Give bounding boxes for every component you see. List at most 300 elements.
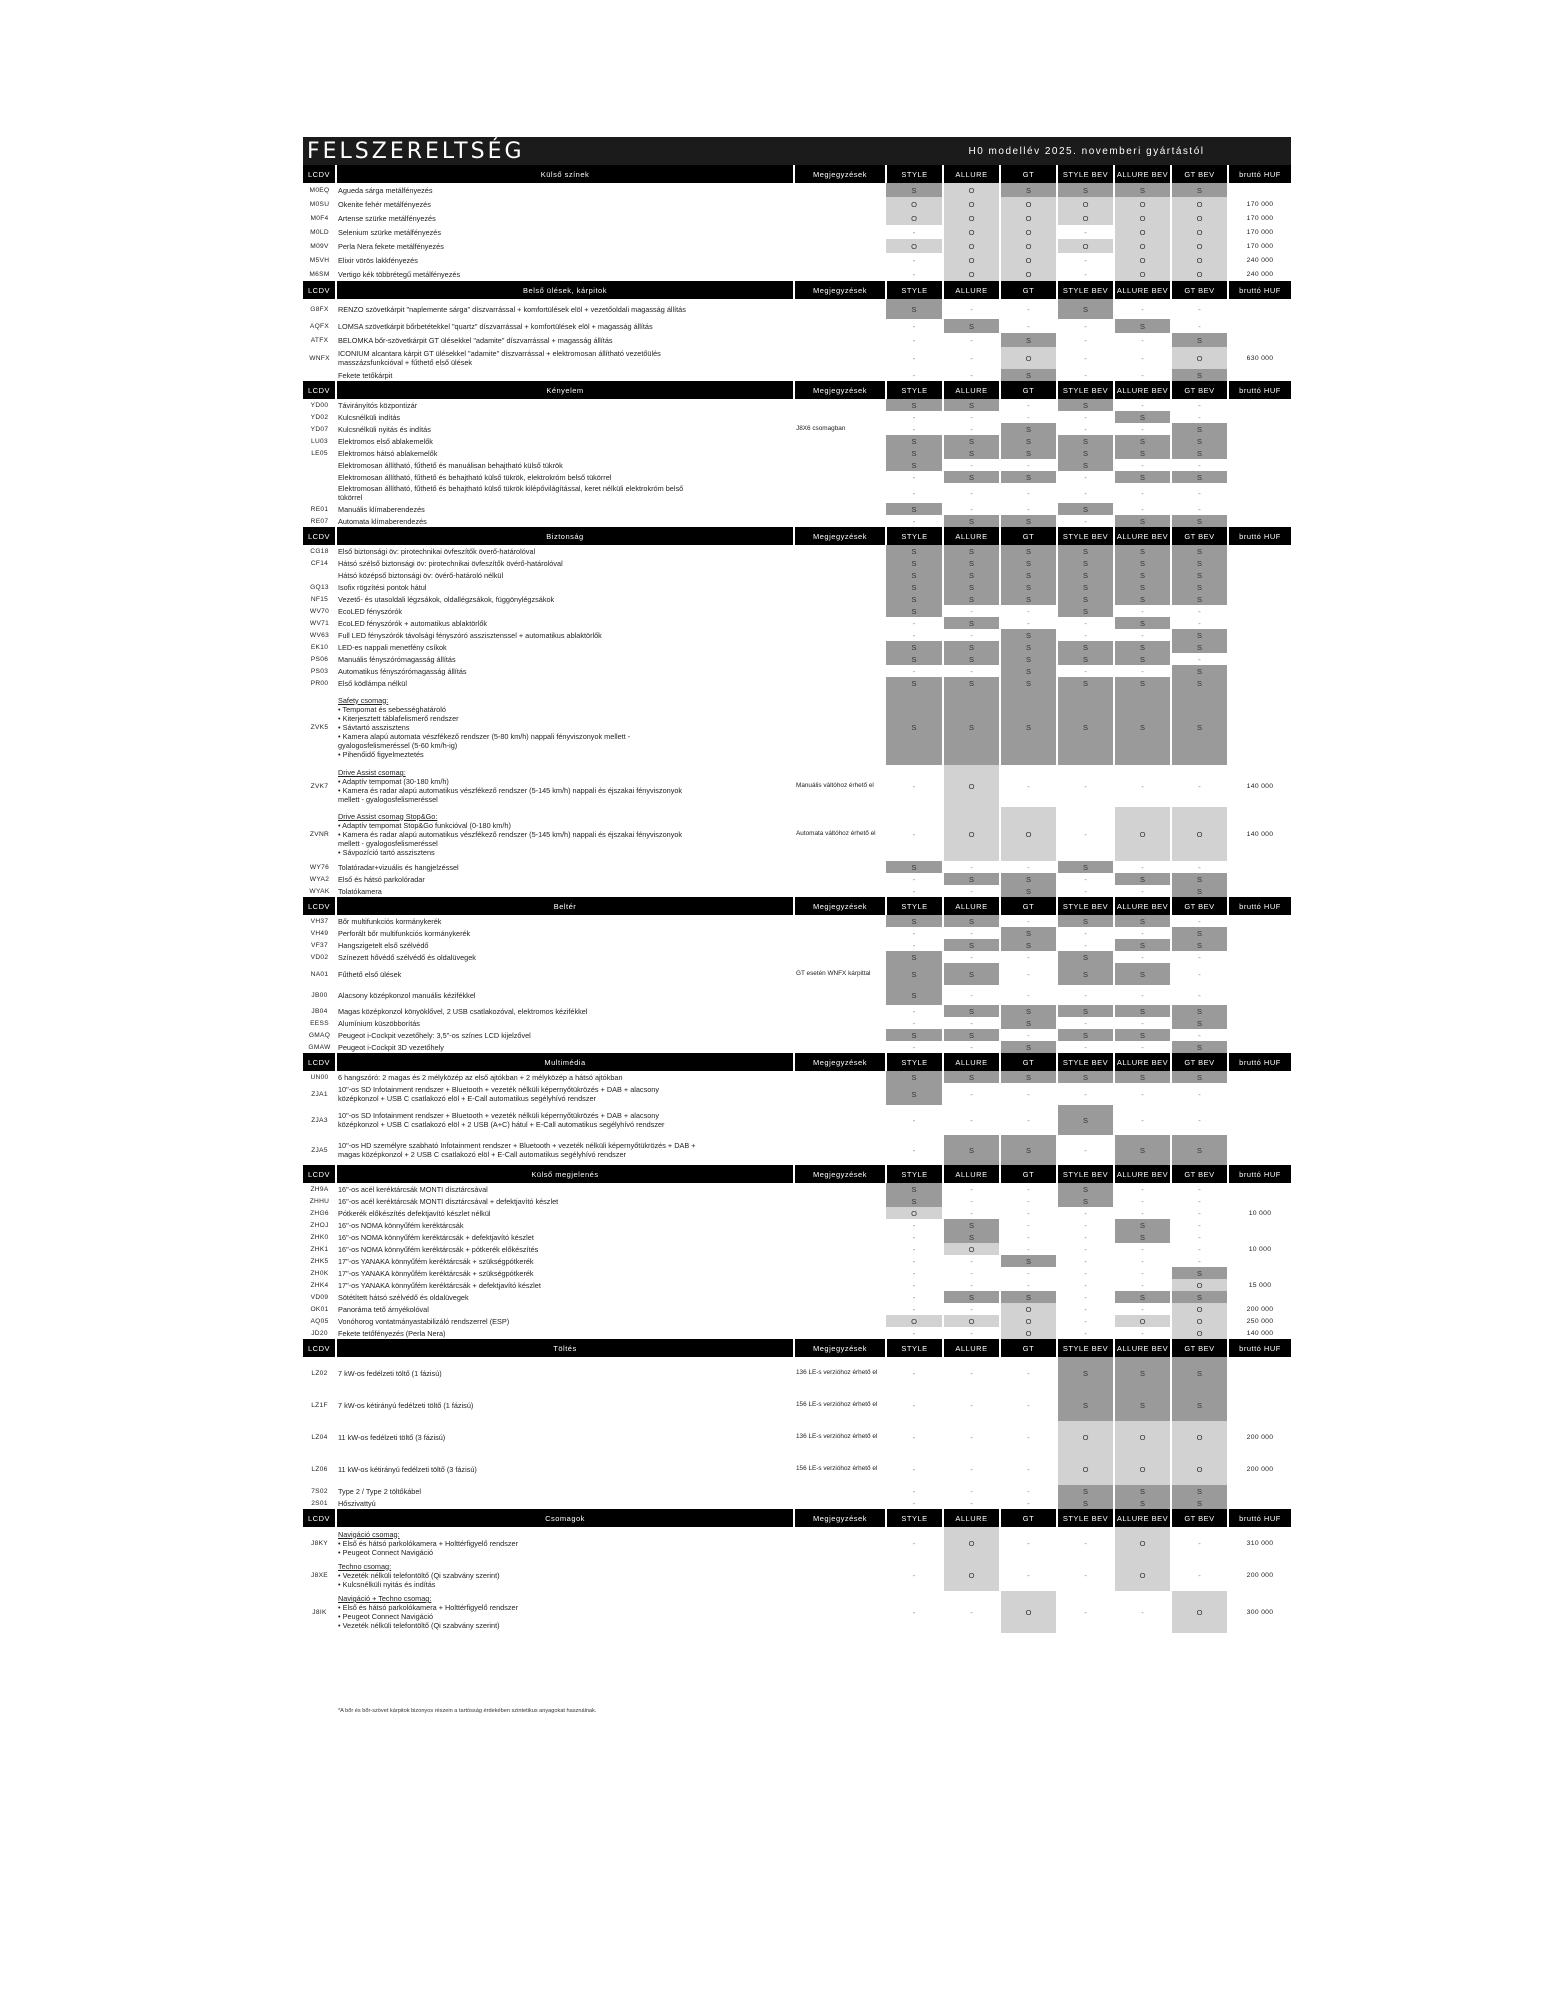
description-line: • Adaptív tempomat (30-180 km/h): [338, 777, 449, 786]
option-note: [794, 299, 886, 319]
availability-cell: -: [1000, 1421, 1057, 1453]
availability-cell: -: [886, 765, 943, 807]
option-code: ATFX: [310, 336, 329, 344]
availability-cell: -: [1171, 459, 1228, 471]
description-line: • Kamera és radar alapú automatikus vészfékező rendszer (5-145 km/h) nappali és éjszakai fényviszonyok: [338, 829, 683, 839]
description-line: 17"-os YANAKA könnyűfém keréktárcsák + szükségpótkerék: [338, 1256, 534, 1266]
option-description: [336, 333, 794, 347]
availability-cell: -: [886, 471, 943, 483]
option-price: [1228, 1267, 1291, 1279]
option-note: 136 LE-s verzióhoz érhető el: [796, 1369, 878, 1376]
availability-cell: O: [943, 1315, 1000, 1327]
column-header-trim: STYLE: [886, 527, 943, 545]
column-header-code: LCDV: [303, 1509, 336, 1527]
availability-cell: S: [1057, 1485, 1114, 1497]
table-row: [303, 347, 1291, 369]
option-price: [1228, 677, 1291, 689]
description-line: • Adaptív tempomat Stop&Go funkcióval (0-180 km/h): [338, 820, 511, 830]
option-price: [1228, 545, 1291, 557]
availability-cell: O: [1171, 1327, 1228, 1339]
option-note: [794, 569, 886, 581]
option-description: [336, 1315, 794, 1327]
option-code: WNFX: [309, 354, 330, 362]
column-header-price: bruttó HUF: [1228, 897, 1291, 915]
availability-cell: -: [1057, 319, 1114, 333]
availability-cell: S: [1171, 447, 1228, 459]
option-code: PR00: [310, 679, 329, 687]
option-code: WYA2: [309, 875, 330, 883]
table-row: [303, 1453, 1291, 1485]
option-code: ZHK4: [310, 1281, 329, 1289]
option-description: [336, 1527, 794, 1559]
description-line: Vertigo kék többrétegű metálfényezés: [338, 269, 461, 279]
description-line: Panoráma tető árnyékolóval: [338, 1304, 429, 1314]
option-note: [794, 689, 886, 765]
availability-cell: -: [943, 1591, 1000, 1633]
availability-cell: -: [1057, 1083, 1114, 1105]
option-description: [336, 885, 794, 897]
availability-cell: -: [1000, 483, 1057, 503]
option-description: [336, 593, 794, 605]
option-price: [1228, 1017, 1291, 1029]
option-note: [794, 1135, 886, 1165]
option-description: [336, 1421, 794, 1453]
availability-cell: S: [886, 557, 943, 569]
availability-cell: -: [886, 1041, 943, 1053]
availability-cell: O: [1000, 1315, 1057, 1327]
description-line: • Tempomat és sebességhatároló: [338, 704, 446, 714]
section-header: [303, 897, 1291, 915]
availability-cell: -: [1171, 319, 1228, 333]
availability-cell: -: [1171, 1527, 1228, 1559]
option-code: CF14: [310, 559, 329, 567]
option-price: 170 000: [1246, 242, 1274, 250]
availability-cell: O: [943, 267, 1000, 281]
availability-cell: O: [1171, 239, 1228, 253]
description-line: mellett - gyalogosfelismeréssel: [338, 838, 438, 848]
description-line: Full LED fényszórók távolsági fényszóró asszisztenssel + automatikus ablaktörlők: [338, 630, 602, 640]
description-line: • Kiterjesztett táblafelismerő rendszer: [338, 713, 459, 723]
option-description: [336, 1231, 794, 1243]
availability-cell: S: [943, 641, 1000, 653]
table-row: [303, 951, 1291, 963]
availability-cell: -: [886, 1591, 943, 1633]
option-code: [303, 471, 336, 483]
column-header-code: LCDV: [303, 281, 336, 299]
option-note: [794, 617, 886, 629]
availability-cell: S: [1114, 689, 1171, 765]
option-code: PS03: [310, 667, 329, 675]
option-code: UN00: [310, 1073, 329, 1081]
availability-cell: -: [1114, 1105, 1171, 1135]
description-line: Manuális fényszórómagasság állítás: [338, 654, 456, 664]
option-description: [336, 435, 794, 447]
table-row: [303, 873, 1291, 885]
option-code: ZHHU: [309, 1197, 330, 1205]
availability-cell: S: [1000, 569, 1057, 581]
availability-cell: -: [1057, 617, 1114, 629]
availability-cell: S: [1057, 447, 1114, 459]
table-row: [303, 333, 1291, 347]
availability-cell: -: [886, 267, 943, 281]
availability-cell: S: [1171, 1497, 1228, 1509]
availability-cell: S: [1114, 963, 1171, 985]
availability-cell: -: [1057, 1219, 1114, 1231]
column-header-trim: ALLURE: [943, 1165, 1000, 1183]
table-row: [303, 1029, 1291, 1041]
column-header-trim: STYLE: [886, 1339, 943, 1357]
table-row: [303, 1083, 1291, 1105]
availability-cell: -: [886, 369, 943, 381]
option-code: ZH9A: [310, 1185, 329, 1193]
description-line: • Kulcsnélküli nyitás és indítás: [338, 1579, 436, 1589]
availability-cell: O: [1171, 1315, 1228, 1327]
column-header-price: bruttó HUF: [1228, 1053, 1291, 1071]
availability-cell: -: [1057, 807, 1114, 861]
availability-cell: S: [943, 399, 1000, 411]
availability-cell: S: [886, 1071, 943, 1083]
option-note: [794, 253, 886, 267]
availability-cell: S: [1171, 885, 1228, 897]
availability-cell: -: [943, 503, 1000, 515]
option-note: [794, 1267, 886, 1279]
availability-cell: -: [1000, 1183, 1057, 1195]
option-note: [794, 1485, 886, 1497]
section-title: Biztonság: [336, 527, 794, 545]
section-title: Csomagok: [336, 1509, 794, 1527]
column-header-code: LCDV: [303, 1339, 336, 1357]
option-description: [336, 1005, 794, 1017]
availability-cell: -: [1171, 1219, 1228, 1231]
option-description: [336, 267, 794, 281]
availability-cell: O: [943, 239, 1000, 253]
option-price: 250 000: [1246, 1317, 1274, 1325]
option-price: [1228, 689, 1291, 765]
option-note: [794, 1303, 886, 1315]
option-price: 200 000: [1246, 1571, 1274, 1579]
availability-cell: S: [1114, 557, 1171, 569]
availability-cell: -: [886, 1497, 943, 1509]
option-price: [1228, 483, 1291, 503]
column-header-trim: ALLURE BEV: [1114, 527, 1171, 545]
availability-cell: -: [1000, 1279, 1057, 1291]
availability-cell: -: [1114, 1267, 1171, 1279]
option-price: 15 000: [1248, 1281, 1272, 1289]
description-line: Safety csomag:: [338, 695, 389, 705]
availability-cell: S: [886, 459, 943, 471]
availability-cell: O: [1057, 211, 1114, 225]
table-row: [303, 545, 1291, 557]
option-code: VH49: [310, 929, 329, 937]
description-line: 11 kW-os fedélzeti töltő (3 fázisú): [338, 1432, 446, 1442]
option-note: [794, 183, 886, 197]
description-line: • Vezeték nélküli telefontöltő (Qi szabvány szerint): [338, 1570, 500, 1580]
option-note: [794, 605, 886, 617]
description-line: • Kamera alapú automata vészfékező rendszer (5-80 km/h) nappali fényviszonyok mellett -: [338, 731, 631, 741]
option-price: [1228, 1389, 1291, 1421]
option-note: [794, 1279, 886, 1291]
option-price: [1228, 183, 1291, 197]
option-code: 2S01: [311, 1499, 328, 1507]
availability-cell: S: [886, 861, 943, 873]
column-header-trim: ALLURE BEV: [1114, 1165, 1171, 1183]
table-row: [303, 1267, 1291, 1279]
option-description: [336, 399, 794, 411]
description-line: Első ködlámpa nélkül: [338, 678, 407, 688]
column-header-price: bruttó HUF: [1228, 381, 1291, 399]
option-description: [336, 1267, 794, 1279]
option-code: YD00: [310, 401, 329, 409]
availability-cell: -: [886, 873, 943, 885]
table-row: [303, 927, 1291, 939]
column-header-note: Megjegyzések: [794, 165, 886, 183]
option-description: [336, 1105, 794, 1135]
availability-cell: S: [1114, 1485, 1171, 1497]
option-note: [794, 939, 886, 951]
option-price: [1228, 1083, 1291, 1105]
availability-cell: S: [1000, 1135, 1057, 1165]
option-price: [1228, 939, 1291, 951]
description-line: Elixir vörös lakkfényezés: [338, 255, 418, 265]
availability-cell: O: [1114, 239, 1171, 253]
option-description: [336, 1303, 794, 1315]
option-note: [794, 1041, 886, 1053]
availability-cell: S: [943, 593, 1000, 605]
table-row: [303, 1231, 1291, 1243]
availability-cell: S: [1171, 873, 1228, 885]
option-note: [794, 1017, 886, 1029]
description-line: Bőr multifunkciós kormánykerék: [338, 916, 442, 926]
table-row: [303, 197, 1291, 211]
option-note: [794, 225, 886, 239]
availability-cell: S: [1057, 1357, 1114, 1389]
option-price: [1228, 861, 1291, 873]
availability-cell: S: [1114, 515, 1171, 527]
availability-cell: -: [1171, 1207, 1228, 1219]
option-description: [336, 1559, 794, 1591]
availability-cell: S: [1171, 1389, 1228, 1421]
description-line: Techno csomag:: [338, 1561, 392, 1571]
availability-cell: O: [886, 211, 943, 225]
option-price: 140 000: [1246, 1329, 1274, 1337]
table-row: [303, 411, 1291, 423]
option-description: [336, 677, 794, 689]
option-description: [336, 515, 794, 527]
availability-cell: -: [943, 1105, 1000, 1135]
option-description: [336, 483, 794, 503]
option-note: [794, 1083, 886, 1105]
availability-cell: O: [943, 225, 1000, 239]
availability-cell: -: [1171, 861, 1228, 873]
availability-cell: S: [1000, 873, 1057, 885]
availability-cell: S: [1171, 423, 1228, 435]
column-header-trim: STYLE BEV: [1057, 1053, 1114, 1071]
option-note: [794, 861, 886, 873]
description-line: Első és hátsó parkolóradar: [338, 874, 425, 884]
section-title: Külső színek: [336, 165, 794, 183]
option-note: [794, 267, 886, 281]
availability-cell: -: [886, 347, 943, 369]
description-line: Elektromos hátsó ablakemelők: [338, 448, 438, 458]
column-header-trim: STYLE: [886, 1053, 943, 1071]
availability-cell: -: [1000, 1497, 1057, 1509]
option-note: [794, 1591, 886, 1633]
option-price: [1228, 1029, 1291, 1041]
column-header-note: Megjegyzések: [794, 1339, 886, 1357]
description-line: Hátsó középső biztonsági öv: övérő-határoló nélkül: [338, 570, 504, 580]
availability-cell: -: [1171, 765, 1228, 807]
availability-cell: -: [1057, 253, 1114, 267]
availability-cell: S: [1000, 557, 1057, 569]
availability-cell: -: [886, 617, 943, 629]
availability-cell: -: [1114, 503, 1171, 515]
availability-cell: S: [1000, 689, 1057, 765]
availability-cell: S: [886, 581, 943, 593]
availability-cell: O: [1171, 225, 1228, 239]
option-code: [303, 483, 336, 503]
availability-cell: S: [1171, 369, 1228, 381]
availability-cell: -: [1057, 411, 1114, 423]
option-description: [336, 939, 794, 951]
table-row: [303, 629, 1291, 641]
availability-cell: S: [1171, 1485, 1228, 1497]
description-line: Távirányítós központizár: [338, 400, 418, 410]
availability-cell: S: [886, 569, 943, 581]
description-line: 16"-os acél keréktárcsák MONTI dísztárcsával + defektjavító készlet: [338, 1196, 559, 1206]
description-line: Színezett hővédő szélvédő és oldalüvegek: [338, 952, 476, 962]
availability-cell: -: [1057, 1279, 1114, 1291]
availability-cell: O: [886, 1207, 943, 1219]
option-note: [794, 915, 886, 927]
availability-cell: O: [943, 1559, 1000, 1591]
availability-cell: O: [1114, 1559, 1171, 1591]
table-row: [303, 885, 1291, 897]
option-note: [794, 1071, 886, 1083]
availability-cell: O: [1114, 1421, 1171, 1453]
table-row: [303, 605, 1291, 617]
availability-cell: -: [1114, 629, 1171, 641]
availability-cell: -: [1000, 1083, 1057, 1105]
availability-cell: S: [1057, 1071, 1114, 1083]
column-header-trim: GT: [1000, 1053, 1057, 1071]
availability-cell: S: [1057, 459, 1114, 471]
availability-cell: S: [943, 1135, 1000, 1165]
availability-cell: S: [1114, 873, 1171, 885]
availability-cell: -: [943, 1357, 1000, 1389]
availability-cell: S: [1057, 1029, 1114, 1041]
option-price: 240 000: [1246, 256, 1274, 264]
availability-cell: S: [1057, 677, 1114, 689]
column-header-trim: GT: [1000, 527, 1057, 545]
option-price: [1228, 319, 1291, 333]
column-header-code: LCDV: [303, 1053, 336, 1071]
availability-cell: -: [1114, 665, 1171, 677]
column-header-note: Megjegyzések: [794, 527, 886, 545]
availability-cell: -: [1000, 1559, 1057, 1591]
column-header-price: bruttó HUF: [1228, 1509, 1291, 1527]
availability-cell: -: [886, 665, 943, 677]
description-line: Navigáció + Techno csomag:: [338, 1594, 432, 1603]
column-header-trim: GT BEV: [1171, 281, 1228, 299]
availability-cell: -: [886, 1005, 943, 1017]
availability-cell: S: [1114, 641, 1171, 653]
availability-cell: -: [886, 1291, 943, 1303]
availability-cell: S: [943, 471, 1000, 483]
option-code: J8XE: [311, 1571, 328, 1579]
option-code: ZVNR: [309, 830, 330, 838]
availability-cell: S: [943, 963, 1000, 985]
option-code: WV70: [309, 607, 330, 615]
column-header-trim: ALLURE BEV: [1114, 381, 1171, 399]
availability-cell: -: [1171, 653, 1228, 665]
option-code: WYAK: [309, 887, 330, 895]
option-description: [336, 985, 794, 1005]
column-header-trim: GT BEV: [1171, 1165, 1228, 1183]
description-line: Agueda sárga metálfényezés: [338, 185, 433, 195]
option-note: Automata váltóhoz érhető el: [796, 830, 876, 837]
availability-cell: S: [886, 545, 943, 557]
description-line: Elektromosan állítható, fűthető és behajtható külső tükrök, elektrokróm belső tükörrel: [338, 472, 612, 482]
option-note: [794, 665, 886, 677]
option-description: [336, 1243, 794, 1255]
table-row: [303, 423, 1291, 435]
description-line: Fekete tetőfényezés (Perla Nera): [338, 1328, 446, 1338]
table-row: [303, 299, 1291, 319]
availability-cell: S: [1000, 333, 1057, 347]
option-description: [336, 1071, 794, 1083]
availability-cell: S: [886, 689, 943, 765]
availability-cell: -: [886, 629, 943, 641]
table-row: [303, 483, 1291, 503]
table-row: [303, 239, 1291, 253]
description-line: • Sávtartó asszisztens: [338, 722, 410, 732]
availability-cell: -: [1000, 765, 1057, 807]
availability-cell: S: [1114, 1005, 1171, 1017]
column-header-trim: ALLURE BEV: [1114, 1053, 1171, 1071]
option-note: [794, 483, 886, 503]
availability-cell: -: [1057, 885, 1114, 897]
availability-cell: S: [1114, 1029, 1171, 1041]
availability-cell: -: [1000, 1357, 1057, 1389]
table-row: [303, 1497, 1291, 1509]
availability-cell: -: [886, 1105, 943, 1135]
availability-cell: S: [1000, 927, 1057, 939]
option-code: YD02: [310, 413, 329, 421]
option-note: GT esetén WNFX kárpittal: [796, 970, 871, 977]
option-price: 10 000: [1248, 1245, 1272, 1253]
option-code: WV71: [309, 619, 330, 627]
description-line: • Peugeot Connect Navigáció: [338, 1547, 434, 1557]
option-description: [336, 1083, 794, 1105]
availability-cell: S: [1171, 927, 1228, 939]
availability-cell: S: [943, 1029, 1000, 1041]
column-header-note: Megjegyzések: [794, 381, 886, 399]
availability-cell: S: [1000, 369, 1057, 381]
availability-cell: O: [886, 1315, 943, 1327]
availability-cell: O: [1171, 1303, 1228, 1315]
option-note: [794, 1559, 886, 1591]
availability-cell: -: [1000, 1267, 1057, 1279]
option-code: M09V: [310, 242, 329, 250]
availability-cell: -: [1000, 1485, 1057, 1497]
availability-cell: -: [1114, 1083, 1171, 1105]
availability-cell: -: [943, 1195, 1000, 1207]
availability-cell: -: [1057, 939, 1114, 951]
option-price: [1228, 1497, 1291, 1509]
description-line: ICONIUM alcantara kárpit GT ülésekkel "adamite" díszvarrással + elektromosan állítható vezetőülés: [338, 349, 661, 358]
availability-cell: S: [1057, 963, 1114, 985]
column-header-trim: STYLE BEV: [1057, 381, 1114, 399]
